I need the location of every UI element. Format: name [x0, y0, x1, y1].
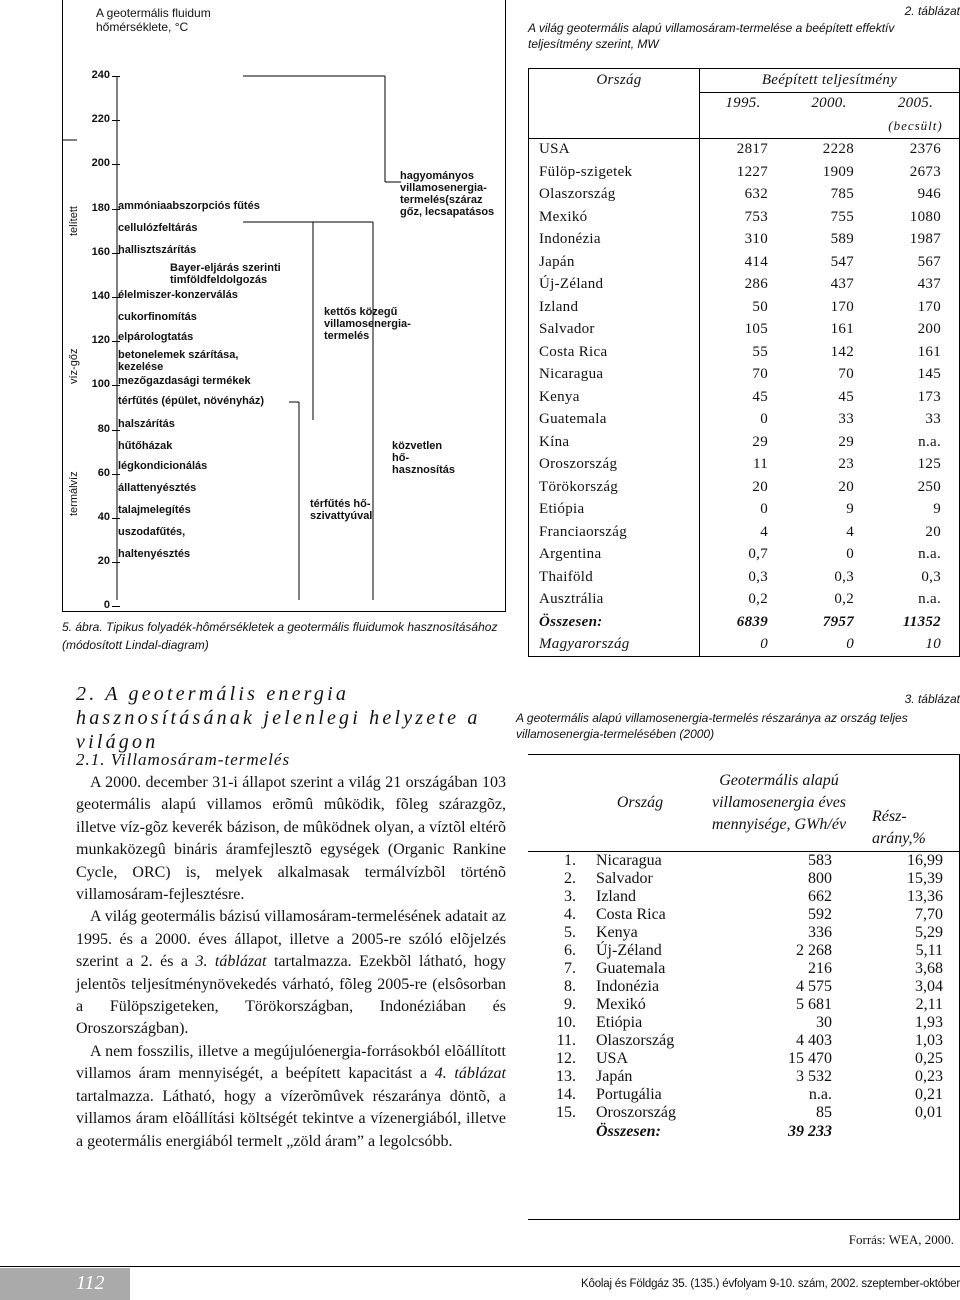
- table3-rank-cell: 7.: [564, 960, 576, 977]
- table-row: [529, 341, 959, 364]
- table-row: [529, 431, 959, 454]
- table3-rank-cell: 2.: [564, 870, 576, 887]
- table-row: [529, 319, 959, 342]
- table3-gwh-cell: 5 681: [796, 996, 832, 1013]
- tick-label: 20: [97, 555, 110, 568]
- table2-value-cell: 170: [830, 298, 854, 315]
- table-row: [528, 942, 959, 960]
- table2-value-cell: 161: [830, 321, 854, 338]
- application-item: haltenyésztés: [118, 548, 191, 560]
- table2-value-cell: 0: [760, 501, 768, 518]
- table2-value-cell: 11352: [902, 613, 941, 630]
- tick-label: 120: [91, 334, 110, 347]
- table2-value-cell: 785: [830, 186, 854, 203]
- application-item: betonelemek szárítása, kezelése: [118, 349, 239, 373]
- table3-gwh-cell: 583: [692, 852, 866, 871]
- table3-col-amount: Geotermális alapú villamosenergia éves mennyisége, GWh/év: [711, 772, 847, 833]
- table2-country-cell: Franciaország: [529, 521, 700, 544]
- table2-value-cell: 310: [744, 231, 768, 248]
- table3-col-country: Ország: [616, 794, 664, 811]
- application-item: Bayer-eljárás szerinti timföldfeldolgozás: [170, 262, 281, 286]
- tick-mark: [112, 606, 120, 607]
- table3-share-cell: 16,99: [866, 852, 959, 871]
- table-row: [529, 364, 959, 387]
- application-item: állattenyésztés: [118, 482, 197, 494]
- body-text: [76, 772, 506, 1153]
- table2-value-cell: 0,3: [921, 568, 941, 585]
- tick-label: 40: [97, 511, 110, 523]
- table2-value-cell: 33: [838, 411, 854, 428]
- table3-country-cell: Új-Zéland: [596, 942, 662, 959]
- table3-total-row: [528, 1122, 959, 1142]
- table2-country-cell: Izland: [529, 296, 700, 319]
- table3-country-cell: Olaszország: [596, 1032, 675, 1049]
- group-conventional: hagyományos villamosenergia-termelés(száraz gőz, lecsapatásos: [400, 170, 495, 218]
- application-item: talajmelegítés: [118, 504, 191, 516]
- spacer: [528, 1122, 588, 1142]
- table-row: [528, 924, 959, 942]
- lindal-diagram: [62, 0, 506, 612]
- table-row: [528, 960, 959, 978]
- table2-year-2000: 2000.: [811, 95, 847, 112]
- table2-value-cell: 2228: [786, 138, 872, 161]
- table2-value-cell: 1909: [822, 163, 854, 180]
- table2-value-cell: 20: [752, 478, 768, 495]
- tick-mark: [112, 164, 120, 165]
- table2-country-cell: Japán: [529, 251, 700, 274]
- application-item: élelmiszer-konzerválás: [118, 289, 238, 301]
- table2-value-cell: 437: [830, 276, 854, 293]
- table-row: [528, 1050, 959, 1068]
- application-item: térfűtés (épület, növényház): [118, 395, 265, 407]
- table3-share-cell: 13,36: [907, 888, 943, 905]
- table2-value-cell: 7957: [822, 613, 854, 630]
- table3: [528, 754, 960, 1220]
- table-row: [529, 589, 959, 612]
- table3-gwh-cell: 216: [808, 960, 832, 977]
- table2-country-cell: Összesen:: [529, 611, 700, 634]
- table3-share-cell: 2,11: [915, 996, 943, 1013]
- spacer: [866, 1122, 959, 1142]
- table3-share-cell: 1,93: [915, 1014, 943, 1031]
- table3-rank-cell: 6.: [564, 942, 576, 959]
- table3-share-cell: 7,70: [915, 906, 943, 923]
- table-row: [529, 251, 959, 274]
- table2-value-cell: 753: [744, 208, 768, 225]
- table2-country-cell: USA: [529, 138, 700, 161]
- tick-label: 140: [91, 290, 110, 302]
- table-row: [528, 1032, 959, 1050]
- table3-rank-cell: 4.: [564, 906, 576, 923]
- table2-value-cell: 755: [830, 208, 854, 225]
- application-item: elpárologtatás: [118, 331, 194, 343]
- table2-value-cell: 55: [752, 343, 768, 360]
- tick-label: 220: [91, 113, 110, 126]
- table3-rank-cell: 12.: [556, 1050, 576, 1067]
- table2-value-cell: 23: [838, 456, 854, 473]
- table3-reference: 3. táblázat: [195, 953, 267, 971]
- table2-value-cell: 161: [917, 343, 941, 360]
- table3-country-cell: Indonézia: [596, 978, 660, 995]
- table-row: [528, 978, 959, 996]
- table-row: [529, 274, 959, 297]
- table-row: [529, 566, 959, 589]
- side-label-saturated: telített: [68, 206, 80, 236]
- table2-value-cell: 0,3: [834, 568, 854, 585]
- tick-mark: [112, 76, 120, 77]
- tick-label: 160: [91, 245, 110, 258]
- application-item: halszárítás: [118, 418, 175, 430]
- table3-share-cell: 0,25: [915, 1050, 943, 1067]
- table-row: [529, 138, 959, 161]
- table3-total-label: Összesen:: [596, 1123, 661, 1140]
- side-label-thermal-water: termálvíz: [68, 471, 80, 516]
- application-item: hallisztszárítás: [118, 244, 197, 256]
- table2-country-cell: Indonézia: [529, 229, 700, 252]
- table2-value-cell: 2376: [872, 138, 959, 161]
- table2-year-1995: 1995.: [725, 95, 761, 112]
- spacer: [786, 115, 872, 138]
- table-row: [528, 996, 959, 1014]
- section-heading: 2. A geotermális energia hasznosításának jelenlegi helyzete a világon: [76, 683, 481, 753]
- table2-value-cell: 547: [830, 253, 854, 270]
- table2-value-cell: 173: [917, 388, 941, 405]
- table-row: [529, 454, 959, 477]
- group-binary: kettős közegű villamosenergia-termelés: [324, 306, 411, 342]
- table2-value-cell: n.a.: [918, 591, 941, 608]
- table2-value-cell: 33: [925, 411, 941, 428]
- tick-mark: [112, 120, 120, 121]
- group-heat-pump: térfűtés hő-szivattyúval: [310, 498, 373, 522]
- application-item: cukorfinomítás: [118, 311, 197, 323]
- table2-country-cell: Olaszország: [529, 184, 700, 207]
- table3-rank-cell: 1.: [528, 852, 588, 871]
- table2-value-cell: 105: [744, 321, 768, 338]
- table3-gwh-cell: 2 268: [796, 942, 832, 959]
- footer-rule: [0, 1266, 960, 1267]
- table2-country-cell: Fülöp-szigetek: [529, 161, 700, 184]
- table3-share-cell: 5,11: [915, 942, 943, 959]
- table3-gwh-cell: 4 575: [796, 978, 832, 995]
- table-row: [529, 206, 959, 229]
- table3-gwh-cell: 4 403: [796, 1032, 832, 1049]
- tick-mark: [112, 562, 120, 563]
- table-row: [528, 852, 959, 871]
- figure-caption: 5. ábra. Tipikus folyadék-hômérsékletek a geotermális fluidumok hasznosításához (módosított Lindal-diagram): [62, 620, 498, 652]
- table2-value-cell: 6839: [736, 613, 768, 630]
- table3-share-cell: 0,21: [915, 1086, 943, 1103]
- paragraph-3: [76, 1041, 506, 1153]
- table2-value-cell: 0: [846, 636, 854, 653]
- table-row: [529, 386, 959, 409]
- table2-value-cell: 414: [744, 253, 768, 270]
- table3-share-cell: 0,23: [915, 1068, 943, 1085]
- table-row: [529, 499, 959, 522]
- table2-value-cell: 589: [830, 231, 854, 248]
- table3-country-cell: Izland: [596, 888, 636, 905]
- table2-country-cell: Oroszország: [529, 454, 700, 477]
- table2-year-2005: 2005.: [897, 95, 934, 112]
- spacer: [700, 115, 787, 138]
- table2-value-cell: 1080: [909, 208, 941, 225]
- table2-country-cell: Argentina: [529, 544, 700, 567]
- table3-gwh-cell: 15 470: [788, 1050, 832, 1067]
- paragraph-3-text: A nem fosszilis, illetve a megújulóenergia-forrásokból elõállított villamos áram mennyiségét, a beépített kapacitást a: [76, 1042, 506, 1083]
- application-item: ammóniaabszorpciós fűtés: [118, 200, 260, 212]
- table2-country-cell: Törökország: [529, 476, 700, 499]
- tick-label: 0: [103, 599, 110, 612]
- application-item: légkondicionálás: [118, 460, 208, 472]
- table2-value-cell: 9: [846, 501, 854, 518]
- table3-country-cell: Costa Rica: [596, 906, 666, 923]
- table-row: [529, 544, 959, 567]
- tick-label: 80: [97, 422, 110, 435]
- table3-country-cell: Salvador: [596, 870, 653, 887]
- table2-hungary-row: [529, 634, 959, 657]
- table3-gwh-cell: n.a.: [808, 1086, 832, 1103]
- table-row: [528, 1014, 959, 1032]
- table2-value-cell: 286: [744, 276, 768, 293]
- table2-country-cell: Guatemala: [529, 409, 700, 432]
- table-row: [528, 888, 959, 906]
- table2-value-cell: 29: [752, 433, 768, 450]
- table2-value-cell: 20: [838, 478, 854, 495]
- table2-value-cell: 145: [917, 366, 941, 383]
- group-direct-heat: közvetlen hő-hasznosítás: [392, 440, 455, 476]
- table3-country-cell: USA: [596, 1050, 629, 1067]
- table2-value-cell: 142: [830, 343, 854, 360]
- table3-share-cell: 1,03: [915, 1032, 943, 1049]
- table3-country-cell: Oroszország: [596, 1104, 676, 1121]
- tick-label: 200: [91, 157, 110, 170]
- table3-rank-cell: 10.: [556, 1014, 576, 1031]
- table2-value-cell: 2817: [700, 138, 787, 161]
- table3-rank-cell: 13.: [556, 1068, 576, 1085]
- diagram-lines: [63, 0, 507, 612]
- tick-label: 240: [91, 69, 110, 81]
- table2-value-cell: 250: [917, 478, 941, 495]
- table2: [528, 68, 960, 657]
- table-row: [528, 1086, 959, 1104]
- table3-share-cell: 5,29: [915, 924, 943, 941]
- table2-value-cell: 20: [925, 523, 941, 540]
- table3-gwh-cell: 800: [808, 870, 832, 887]
- table-row: [528, 1068, 959, 1086]
- table2-number: 2. táblázat: [904, 4, 960, 18]
- table3-gwh-cell: 336: [808, 924, 832, 941]
- table2-value-cell: 9: [933, 501, 941, 518]
- table2-value-cell: 1227: [736, 163, 768, 180]
- table2-value-cell: 45: [838, 388, 854, 405]
- table3-country-cell: Mexikó: [596, 996, 646, 1013]
- table2-country-cell: Etiópia: [529, 499, 700, 522]
- table-row: [528, 906, 959, 924]
- table2-value-cell: 70: [838, 366, 854, 383]
- table3-number: 3. táblázat: [904, 692, 960, 706]
- table-row: [529, 476, 959, 499]
- table2-value-cell: 200: [917, 321, 941, 338]
- table2-country-cell: Mexikó: [529, 206, 700, 229]
- table-row: [529, 521, 959, 544]
- table3-total-value: 39 233: [788, 1123, 832, 1140]
- axis-title: A geotermális fluidum hőmérséklete, °C: [96, 6, 211, 34]
- table2-country-cell: Costa Rica: [529, 341, 700, 364]
- table3-col-share: Rész-arány,%: [872, 808, 926, 847]
- table2-value-cell: 437: [917, 276, 941, 293]
- table3-rank-cell: 11.: [556, 1032, 576, 1049]
- application-item: mezőgazdasági termékek: [118, 375, 251, 387]
- table2-value-cell: 125: [917, 456, 941, 473]
- table2-title: A világ geotermális alapú villamosáram-termelése a beépített effektív teljesítmény szerint, MW: [528, 21, 895, 51]
- table2-value-cell: 4: [760, 523, 768, 540]
- table3-share-cell: 3,68: [915, 960, 943, 977]
- table-row: [528, 870, 959, 888]
- tick-mark: [112, 474, 120, 475]
- table3-country-cell: Portugália: [596, 1086, 662, 1103]
- table3-rank-cell: 14.: [556, 1086, 576, 1103]
- table2-country-cell: Kína: [529, 431, 700, 454]
- table3-gwh-cell: 3 532: [796, 1068, 832, 1085]
- table2-value-cell: 50: [752, 298, 768, 315]
- paragraph-2-text-end: tartalmazza. Ezekbõl látható, hogy jelentõs teljesítménynövekedés várható, fõleg 2005-re (elsôsorban a Fülöpszigeteken, Törökországban, Indonéziában és Oroszországban).: [76, 953, 507, 1038]
- table2-value-cell: n.a.: [918, 433, 941, 450]
- table2-country-cell: Thaiföld: [529, 566, 700, 589]
- table2-total-row: [529, 611, 959, 634]
- table2-estimated-note: (becsült): [888, 118, 943, 134]
- table2-value-cell: 632: [744, 186, 768, 203]
- table2-col-country: [529, 69, 700, 138]
- table2-value-cell: 0: [760, 636, 768, 653]
- table2-value-cell: 10: [925, 636, 941, 653]
- paragraph-2-text: A világ geotermális bázisú villamosáram-termelésének adatait az 1995. és a 2000. éves állapot, illetve a 2005-re szóló elõjelzés szerint a 2. és a: [76, 908, 506, 971]
- subsection-heading: 2.1. Villamosáram-termelés: [76, 750, 291, 769]
- table2-country-cell: Nicaragua: [529, 364, 700, 387]
- table3-gwh-cell: 662: [808, 888, 832, 905]
- side-label-water-steam: víz-gőz: [68, 348, 80, 384]
- tick-label: 100: [91, 378, 110, 391]
- table-row: [528, 1104, 959, 1122]
- table3-country-cell: Etiópia: [596, 1014, 643, 1031]
- table2-value-cell: 567: [917, 253, 941, 270]
- table3-country-cell: Nicaragua: [588, 852, 692, 871]
- table2-frame: [528, 68, 960, 657]
- table2-value-cell: 0,7: [748, 546, 768, 563]
- table2-value-cell: 4: [846, 523, 854, 540]
- table2-value-cell: 70: [752, 366, 768, 383]
- table3-share-cell: 0,01: [915, 1104, 943, 1121]
- paragraph-1: A 2000. december 31-i állapot szerint a világ 21 országában 103 geotermális alapú villamos erõmû mûködik, fõleg szárazgõz, illetve víz-gõz keverék bázison, de mûködnek olyan, a víztõl eltérõ munkaközegû bináris áramfejlesztõ egységek (Organic Rankine Cycle, ORC) is, melyek alkalmasak termálvízbõl történõ villamosáram-fejlesztésre.: [76, 774, 506, 904]
- table3-source: Forrás: WEA, 2000.: [848, 1232, 954, 1247]
- table3-rank-cell: 9.: [564, 996, 576, 1013]
- table3-rank-cell: 15.: [556, 1104, 576, 1121]
- table3-rank-header: [528, 755, 588, 852]
- application-item: uszodafűtés,: [118, 526, 186, 538]
- table-row: [529, 409, 959, 432]
- table3-rank-cell: 8.: [564, 978, 576, 995]
- table4-reference: 4. táblázat: [434, 1065, 506, 1083]
- paragraph-2: [76, 906, 506, 1040]
- table-row: [529, 296, 959, 319]
- table-row: [529, 229, 959, 252]
- table2-country-cell: Kenya: [529, 386, 700, 409]
- table2-value-cell: 1987: [909, 231, 941, 248]
- table2-value-cell: 45: [752, 388, 768, 405]
- table2-value-cell: 0,3: [748, 568, 768, 585]
- tick-mark: [112, 518, 120, 519]
- table2-value-cell: 29: [838, 433, 854, 450]
- table2-country-cell: Magyarország: [529, 634, 700, 657]
- table2-value-cell: 0,2: [748, 591, 768, 608]
- table3-gwh-cell: 592: [808, 906, 832, 923]
- application-item: hűtőházak: [118, 440, 173, 452]
- tick-label: 60: [97, 466, 110, 479]
- application-item: cellulózfeltárás: [118, 222, 198, 234]
- table3-country-cell: Japán: [596, 1068, 633, 1085]
- table3-rank-cell: 5.: [564, 924, 576, 941]
- table2-value-cell: 0: [846, 546, 854, 563]
- table2-value-cell: n.a.: [918, 546, 941, 563]
- table3-country-cell: Kenya: [596, 924, 638, 941]
- table3-title: A geotermális alapú villamosenergia-termelés részaránya az ország teljes villamosenergia-termelésében (2000): [516, 711, 908, 741]
- table2-country-cell: Ausztrália: [529, 589, 700, 612]
- table2-value-cell: 2673: [909, 163, 941, 180]
- page-number-box: [0, 1268, 130, 1300]
- table-row: [529, 161, 959, 184]
- table2-value-cell: 0,2: [834, 591, 854, 608]
- table2-value-cell: 0: [760, 411, 768, 428]
- table3-rank-cell: 3.: [564, 888, 576, 905]
- table3-gwh-cell: 85: [816, 1104, 832, 1121]
- journal-footer: Kôolaj és Földgáz 35. (135.) évfolyam 9-10. szám, 2002. szeptember-október: [581, 1278, 960, 1290]
- table2-country-cell: Salvador: [529, 319, 700, 342]
- page-number: 112: [76, 1272, 105, 1294]
- table3-share-cell: 3,04: [915, 978, 943, 995]
- table3-country-cell: Guatemala: [596, 960, 666, 977]
- table2-country-cell: Új-Zéland: [529, 274, 700, 297]
- table2-col-group: Beépített teljesítmény: [700, 69, 960, 92]
- table2-value-cell: 170: [917, 298, 941, 315]
- table3-share-cell: 15,39: [907, 870, 943, 887]
- table2-col-country-label: Ország: [596, 72, 642, 88]
- table2-value-cell: 946: [917, 186, 941, 203]
- table2-value-cell: 11: [752, 456, 768, 473]
- tick-label: 180: [91, 201, 110, 214]
- table3-gwh-cell: 30: [816, 1014, 832, 1031]
- table-row: [529, 184, 959, 207]
- paragraph-3-text-end: tartalmazza. Látható, hogy a vízerõmûvek részaránya döntõ, a villamos áram elõállítási költségét tekintve a vízenergiából, illetve a geotermális energiából termelt „zöld áram” a legolcsóbb.: [76, 1087, 506, 1150]
